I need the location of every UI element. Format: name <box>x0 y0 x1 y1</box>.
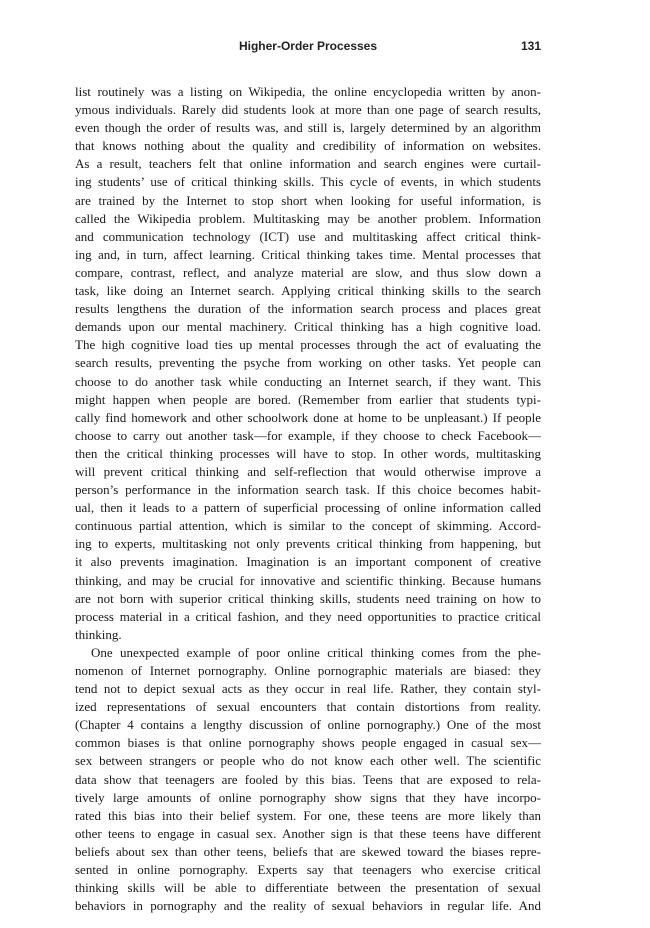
text-line: sented in online pornography. Experts say that teenagers who exercise critical <box>75 862 541 878</box>
text-line: As a result, teachers felt that online information and search engines were curtail- <box>75 156 541 172</box>
text-line: it also prevents imagination. Imagination is an important component of creative <box>75 554 541 570</box>
text-line: are not born with superior critical thinking skills, students need training on how to <box>75 590 541 606</box>
text-line: behaviors in pornography and the reality of sexual behaviors in regular life. And <box>75 898 541 914</box>
text-line: thinking skills will be able to differentiate between the presentation of sexual <box>75 880 541 896</box>
text-line: ual, then it leads to a pattern of superficial processing of online information called <box>75 500 541 516</box>
page-number: 131 <box>520 39 541 53</box>
text-line: then the critical thinking processes will have to stop. In other words, multitasking <box>75 445 541 461</box>
text-line: and communication technology (ICT) use and multitasking affect critical think- <box>75 228 541 244</box>
text-line: sex between strangers or people who do not know each other well. The scientific <box>75 753 541 769</box>
text-line: ing and, in turn, affect learning. Critical thinking takes time. Mental processes that <box>75 246 541 262</box>
body-text <box>75 83 541 915</box>
text-line: compare, contrast, reflect, and analyze material are slow, and thus slow down a <box>75 264 541 280</box>
text-line: common biases is that online pornography shows people engaged in casual sex— <box>75 735 541 751</box>
text-line: might happen when people are bored. (Remember from earlier that students typi- <box>75 391 541 407</box>
text-line: nomenon of Internet pornography. Online pornographic materials are biased: they <box>75 663 541 678</box>
text-line: continuous partial attention, which is similar to the concept of skimming. Accord- <box>75 518 541 534</box>
text-line: ymous individuals. Rarely did students look at more than one page of search results, <box>75 102 541 118</box>
text-line: beliefs about sex than other teens, beliefs that are skewed toward the biases repre- <box>75 843 541 859</box>
text-line: task, like doing an Internet search. Applying critical thinking skills to the search <box>75 283 541 299</box>
running-head <box>75 39 541 59</box>
paragraph-1 <box>75 83 541 644</box>
paragraph-2 <box>75 644 541 915</box>
text-line: ing to experts, multitasking not only prevents critical thinking from happening, but <box>75 536 541 552</box>
text-line: process material in a critical fashion, and they need opportunities to practice critical <box>75 608 541 624</box>
text-line: choose to carry out another task—for example, if they choose to check Facebook— <box>75 427 541 443</box>
text-line: person’s performance in the information search task. If this choice becomes habit- <box>75 482 541 498</box>
text-line: cally find homework and other schoolwork done at home to be unpleasant.) If people <box>75 409 541 425</box>
text-line: list routinely was a listing on Wikipedia, the online encyclopedia written by anon- <box>75 84 541 99</box>
text-line: thinking. <box>75 626 122 642</box>
text-line: The high cognitive load ties up mental processes through the act of evaluating the <box>75 337 541 353</box>
text-line: demands upon our mental machinery. Critical thinking has a high cognitive load. <box>75 319 541 335</box>
text-line: results lengthens the duration of the information search process and places great <box>75 301 541 317</box>
text-line: One unexpected example of poor online critical thinking comes from the phe- <box>91 644 541 660</box>
running-title: Higher-Order Processes <box>238 39 378 53</box>
text-line: search results, preventing the psyche from working on other tasks. Yet people can <box>75 355 541 371</box>
text-line: will prevent critical thinking and self-reflection that would otherwise improve a <box>75 463 541 479</box>
text-line: that knows nothing about the quality and credibility of information on websites. <box>75 138 541 154</box>
text-line: ing students’ use of critical thinking skills. This cycle of events, in which students <box>75 174 541 190</box>
text-line: choose to do another task while conducting an Internet search, if they want. This <box>75 373 541 389</box>
text-line: tend not to depict sexual acts as they occur in real life. Rather, they contain styl- <box>75 681 541 697</box>
text-line: other teens to engage in casual sex. Another sign is that these teens have different <box>75 825 541 841</box>
text-line: even though the order of results was, and still is, largely determined by an algorithm <box>75 120 541 136</box>
text-line: thinking, and may be crucial for innovative and scientific thinking. Because humans <box>75 572 541 588</box>
text-line: tively large amounts of online pornography show signs that they have incorpo- <box>75 789 541 805</box>
text-line: rated this bias into their belief system. For one, these teens are more likely than <box>75 807 541 823</box>
text-line: ized representations of sexual encounters that contain distortions from reality. <box>75 699 541 715</box>
text-line: are trained by the Internet to stop short when looking for useful information, is <box>75 192 541 208</box>
text-line: (Chapter 4 contains a lengthy discussion of online pornography.) One of the most <box>75 717 541 733</box>
text-line: called the Wikipedia problem. Multitasking may be another problem. Information <box>75 210 541 226</box>
text-line: data show that teenagers are fooled by this bias. Teens that are exposed to rela- <box>75 771 541 787</box>
